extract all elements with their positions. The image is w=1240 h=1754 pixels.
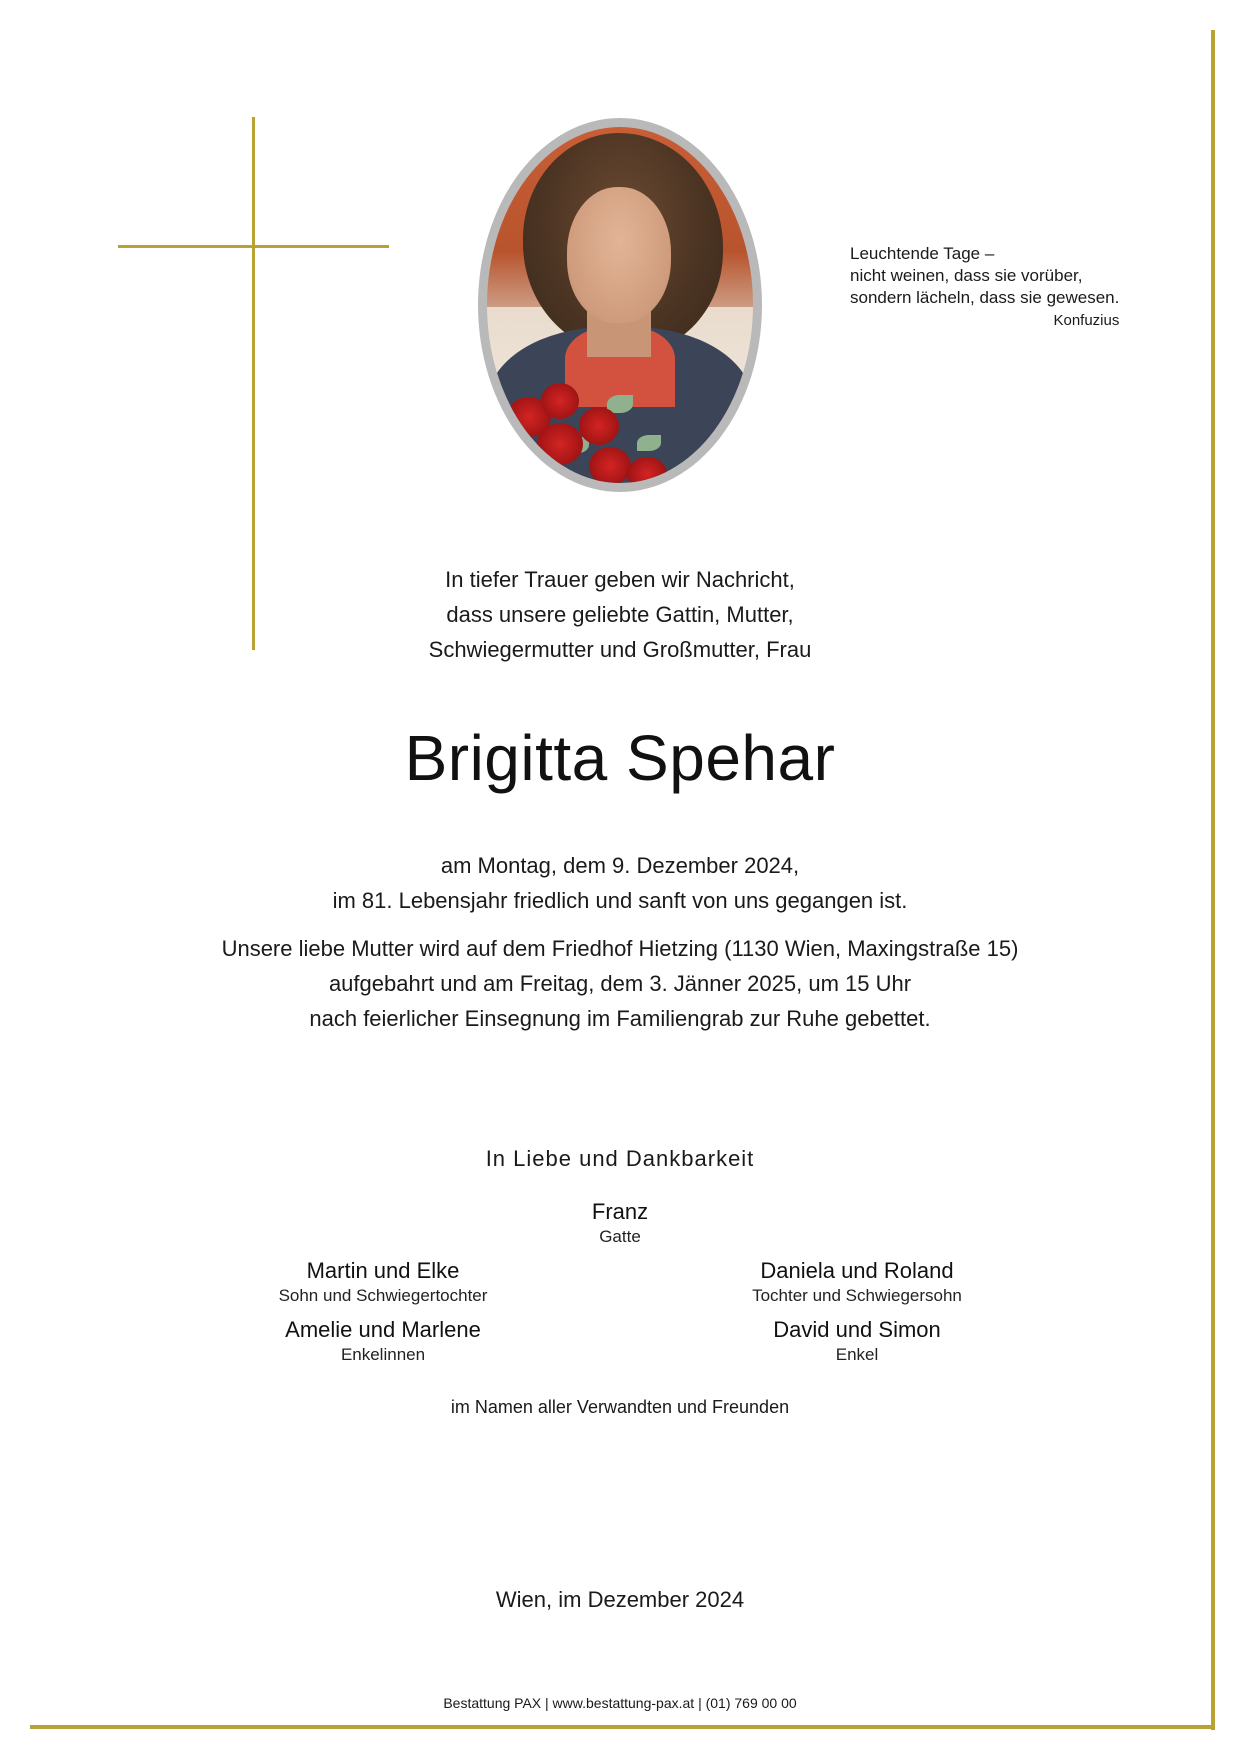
death-notice	[0, 848, 1240, 918]
burial-notice	[0, 931, 1240, 1036]
family-name: Daniela und Roland	[760, 1258, 954, 1283]
family-member-david	[712, 1316, 1002, 1366]
family-relation: Tochter und Schwiegersohn	[752, 1286, 962, 1305]
intro-line: In tiefer Trauer geben wir Nachricht,	[445, 567, 795, 592]
family-member-franz	[520, 1198, 720, 1248]
death-line: im 81. Lebensjahr friedlich und sanft von uns gegangen ist.	[332, 888, 908, 913]
burial-line: aufgebahrt und am Freitag, dem 3. Jänner 2025, um 15 Uhr	[328, 971, 912, 996]
family-name: Franz	[591, 1199, 649, 1224]
funeral-home-footer: Bestattung PAX | www.bestattung-pax.at | (01) 769 00 00	[443, 1695, 797, 1711]
quote-line: nicht weinen, dass sie vorüber,	[850, 266, 1083, 285]
family-relation: Enkelinnen	[340, 1345, 426, 1364]
quote-line: sondern lächeln, dass sie gewesen.	[850, 288, 1120, 307]
family-member-martin	[238, 1257, 528, 1307]
portrait-photo	[478, 118, 762, 492]
quote-line: Leuchtende Tage –	[850, 244, 995, 263]
family-relation: Enkel	[835, 1345, 879, 1364]
family-relation: Gatte	[599, 1227, 641, 1246]
family-relation: Sohn und Schwiegertochter	[278, 1286, 488, 1305]
intro-line: dass unsere geliebte Gattin, Mutter,	[446, 602, 794, 627]
deceased-name: Brigitta Spehar	[404, 722, 836, 794]
gratitude-heading: In Liebe und Dankbarkeit	[485, 1146, 755, 1171]
quote	[850, 243, 1119, 332]
quote-author: Konfuzius	[1053, 312, 1120, 329]
family-member-amelie	[238, 1316, 528, 1366]
burial-line: nach feierlicher Einsegnung im Familiengrab zur Ruhe gebettet.	[309, 1006, 931, 1031]
family-member-daniela	[712, 1257, 1002, 1307]
death-line: am Montag, dem 9. Dezember 2024,	[440, 853, 800, 878]
cross-horizontal-bar	[118, 245, 389, 248]
on-behalf-line: im Namen aller Verwandten und Freunden	[450, 1397, 790, 1417]
announcement-intro	[0, 562, 1240, 667]
place-date: Wien, im Dezember 2024	[495, 1587, 745, 1612]
flower-bouquet	[497, 377, 697, 483]
burial-line: Unsere liebe Mutter wird auf dem Friedhof Hietzing (1130 Wien, Maxingstraße 15)	[221, 936, 1019, 961]
intro-line: Schwiegermutter und Großmutter, Frau	[428, 637, 812, 662]
family-name: David und Simon	[773, 1317, 941, 1342]
family-name: Amelie und Marlene	[285, 1317, 481, 1342]
family-name: Martin und Elke	[306, 1258, 460, 1283]
frame-bottom-border	[30, 1725, 1215, 1729]
